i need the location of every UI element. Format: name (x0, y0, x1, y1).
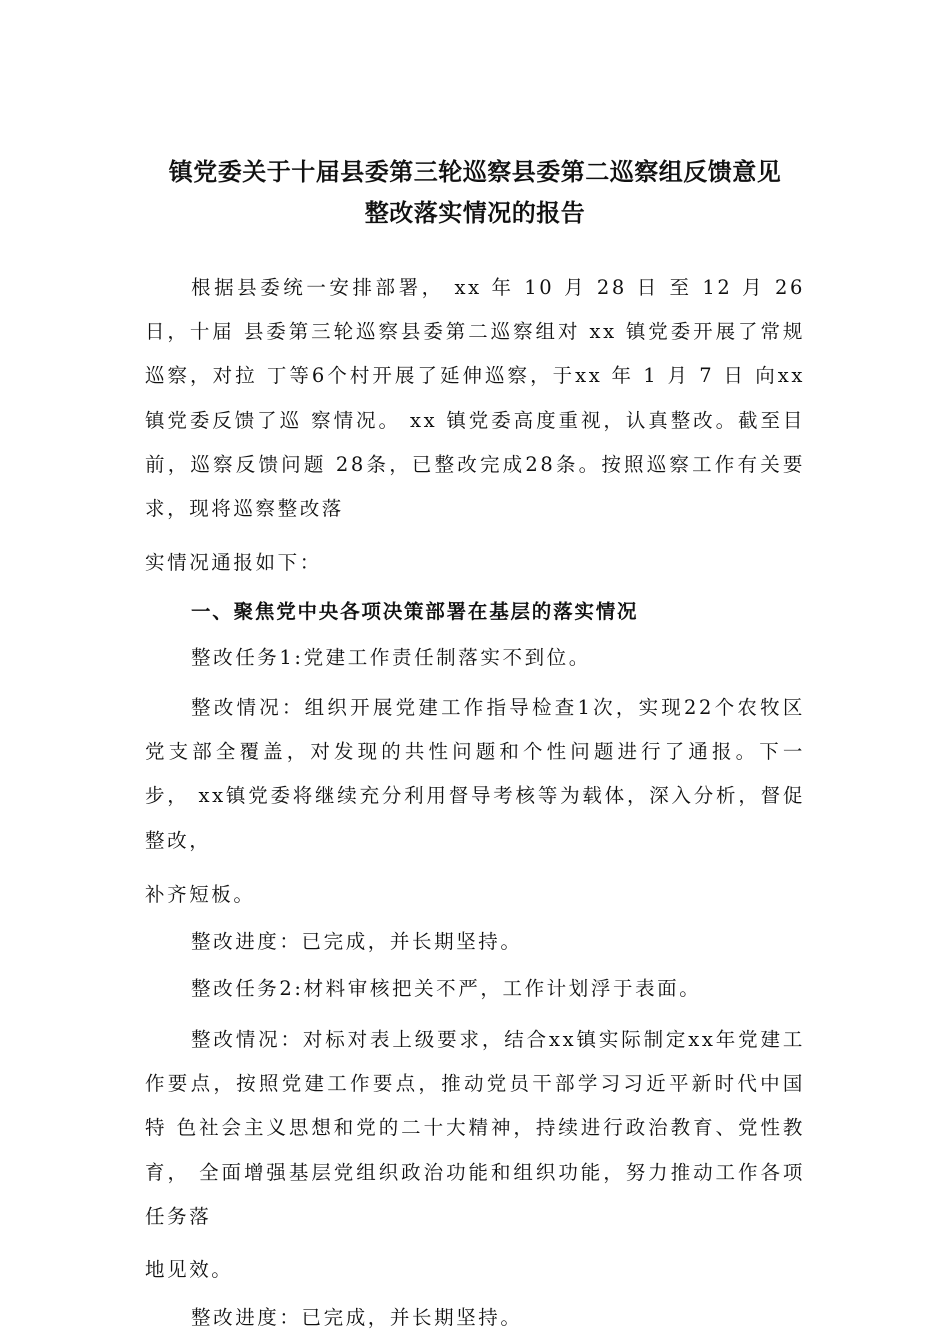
task2-progress-paragraph: 整改进度：已完成，并长期坚持。 (191, 1306, 523, 1329)
intro-paragraph: 根据县委统一安排部署， xx 年 10 月 28 日 至 12 月 26 日，十届 县委第三轮巡察县委第二巡察组对 xx 镇党委开展了常规巡察，对拉 丁等6个村开展了延伸巡察，于xx 年 1 月 7 日 向xx 镇党委反馈了巡 察情况。 xx 镇党委高度重视，认真整改。截至目前，巡察反馈问题 28条，已整改完成28条。按照巡察工作有关要求，现将巡察整改落 (145, 276, 805, 521)
intro-paragraph-continuation: 实情况通报如下： (145, 551, 322, 574)
task1-progress-paragraph: 整改进度：已完成，并长期坚持。 (191, 930, 523, 953)
task2-status-continuation: 地见效。 (145, 1258, 234, 1281)
task2-paragraph: 整改任务2:材料审核把关不严，工作计划浮于表面。 (191, 977, 702, 1000)
task1-status-paragraph: 整改情况：组织开展党建工作指导检查1次，实现22个农牧区 党支部全覆盖，对发现的共性问题和个性问题进行了通报。下一步， xx镇党委将继续充分利用督导考核等为载体，深入分析，督促整改， (145, 696, 805, 852)
section-heading-1: 一、聚焦党中央各项决策部署在基层的落实情况 (191, 600, 639, 623)
task2-status-paragraph: 整改情况：对标对表上级要求，结合xx镇实际制定xx年党建工 作要点，按照党建工作要点，推动党员干部学习习近平新时代中国特 色社会主义思想和党的二十大精神，持续进行政治教育、党性教育， 全面增强基层党组织政治功能和组织功能，努力推动工作各项任务落 (145, 1028, 805, 1228)
task1-paragraph: 整改任务1:党建工作责任制落实不到位。 (191, 646, 591, 669)
task1-status-continuation: 补齐短板。 (145, 883, 256, 906)
document-title-line2: 整改落实情况的报告 (364, 199, 586, 227)
document-title-line1: 镇党委关于十届县委第三轮巡察县委第二巡察组反馈意见 (168, 158, 782, 186)
